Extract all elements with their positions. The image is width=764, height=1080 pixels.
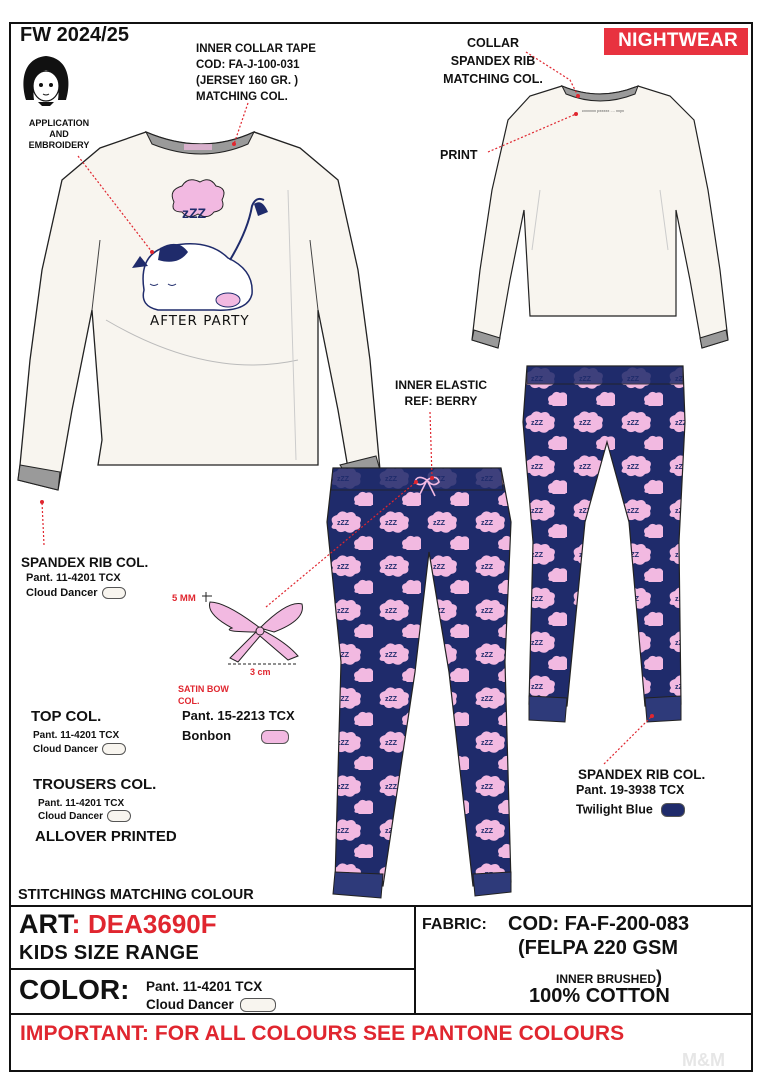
table-column-divider: [414, 905, 416, 1015]
collar-note: COLLAR SPANDEX RIB MATCHING COL.: [443, 36, 543, 86]
cuff-rib-pantone: Pant. 19-3938 TCX: [576, 783, 685, 797]
sleeve-rib-title: SPANDEX RIB COL.: [21, 555, 149, 570]
bow-width-label: 5 MM: [172, 593, 196, 604]
bow-length-label: 3 cm: [250, 667, 271, 677]
stitchings-note: STITCHINGS MATCHING COLOUR: [18, 887, 254, 903]
important-note: IMPORTANT: FOR ALL COLOURS SEE PANTONE COLOURS: [20, 1022, 625, 1045]
inner-collar-tape-note: INNER COLLAR TAPE COD: FA-J-100-031 (JERSEY 160 GR. ) MATCHING COL.: [196, 43, 316, 103]
trousers-col-title: TROUSERS COL.: [33, 776, 157, 793]
color-name: Cloud Dancer: [146, 994, 276, 1015]
sleeve-rib-color: Cloud Dancer: [26, 587, 126, 600]
fabric-cod: COD: FA-F-200-083: [508, 913, 690, 935]
application-note: APPLICATION AND EMBROIDERY: [28, 118, 90, 150]
print-note: PRINT: [440, 148, 478, 162]
fabric-brushed: INNER BRUSHED): [556, 967, 663, 987]
trousers-col-color: Cloud Dancer: [38, 810, 131, 823]
size-range: KIDS SIZE RANGE: [19, 942, 200, 964]
art-field: ART: DEA3690F: [19, 909, 217, 939]
fabric-felpa: (FELPA 220 GSM: [518, 937, 679, 959]
satin-bow-note: SATIN BOW COL.: [178, 684, 229, 706]
bow-pantone: Pant. 15-2213 TCX: [182, 708, 295, 723]
top-col-pantone: Pant. 11-4201 TCX: [33, 730, 120, 741]
cuff-rib-color: Twilight Blue: [576, 803, 685, 817]
svg-text:zZZ: zZZ: [182, 205, 207, 221]
color-pantone: Pant. 11-4201 TCX: [146, 979, 263, 994]
trousers-col-pantone: Pant. 11-4201 TCX: [38, 798, 125, 809]
table-top-border: [9, 905, 753, 907]
watermark: M&M: [682, 1050, 725, 1070]
category-badge: NIGHTWEAR: [604, 28, 748, 55]
allover-printed-note: ALLOVER PRINTED: [35, 828, 177, 845]
fabric-composition: 100% COTTON: [529, 985, 670, 1007]
table-bottom-border: [9, 1013, 753, 1015]
sleeve-rib-pantone: Pant. 11-4201 TCX: [26, 572, 121, 584]
fabric-label: FABRIC:: [422, 916, 487, 933]
cuff-rib-title: SPANDEX RIB COL.: [578, 767, 706, 782]
season-label: FW 2024/25: [20, 24, 129, 46]
bow-color: Bonbon: [182, 729, 289, 744]
top-col-title: TOP COL.: [31, 708, 102, 725]
top-col-color: Cloud Dancer: [33, 743, 126, 756]
svg-text:cxxxxxx pxxxxx .... xxyx: cxxxxxx pxxxxx .... xxyx: [582, 108, 625, 113]
inner-elastic-note: INNER ELASTIC REF: BERRY: [394, 378, 487, 408]
chest-print-text: AFTER PARTY: [150, 313, 250, 329]
color-label: COLOR:: [19, 974, 130, 1005]
table-row-divider: [9, 968, 416, 970]
